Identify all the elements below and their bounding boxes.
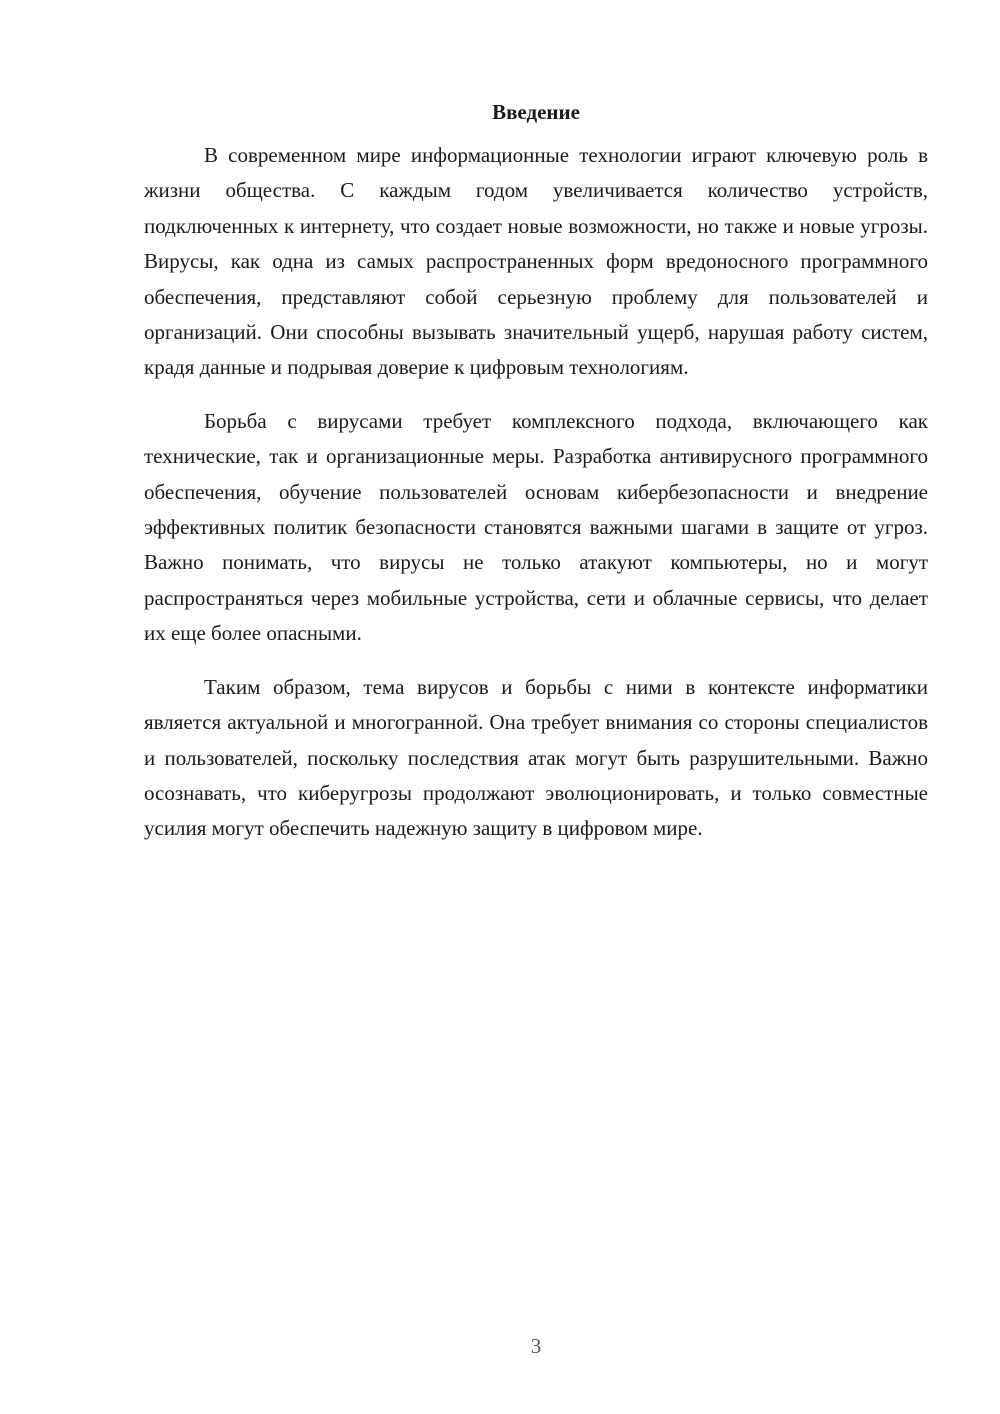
page-content — [144, 96, 928, 847]
section-heading: Введение — [492, 100, 580, 124]
paragraph-3: Таким образом, тема вирусов и борьбы с ними в контексте информатики является актуальной и многогранной. Она требует внимания со стороны специалистов и пользователей, поскольку последствия атак могут быть разрушительными. Важно осознавать, что киберугрозы продолжают эволюционировать, и только совместные усилия могут обеспечить надежную защиту в цифровом мире. — [144, 674, 928, 841]
page-number: 3 — [530, 1334, 542, 1358]
paragraph-1: В современном мире информационные технологии играют ключевую роль в жизни общества. С каждым годом увеличивается количество устройств, подключенных к интернету, что создает новые возможности, но также и новые угрозы. Вирусы, как одна из самых распространенных форм вредоносного программного обеспечения, представляют собой серьезную проблему для пользователей и организаций. Они способны вызывать значительный ущерб, нарушая работу систем, крадя данные и подрывая доверие к цифровым технологиям. — [144, 143, 928, 380]
paragraph-2: Борьба с вирусами требует комплексного подхода, включающего как технические, так и организационные меры. Разработка антивирусного программного обеспечения, обучение пользователей основам кибербезопасности и внедрение эффективных политик безопасности становятся важными шагами в защите от угроз. Важно понимать, что вирусы не только атакуют компьютеры, но и могут распространяться через мобильные устройства, сети и облачные сервисы, что делает их еще более опасными. — [144, 408, 928, 646]
